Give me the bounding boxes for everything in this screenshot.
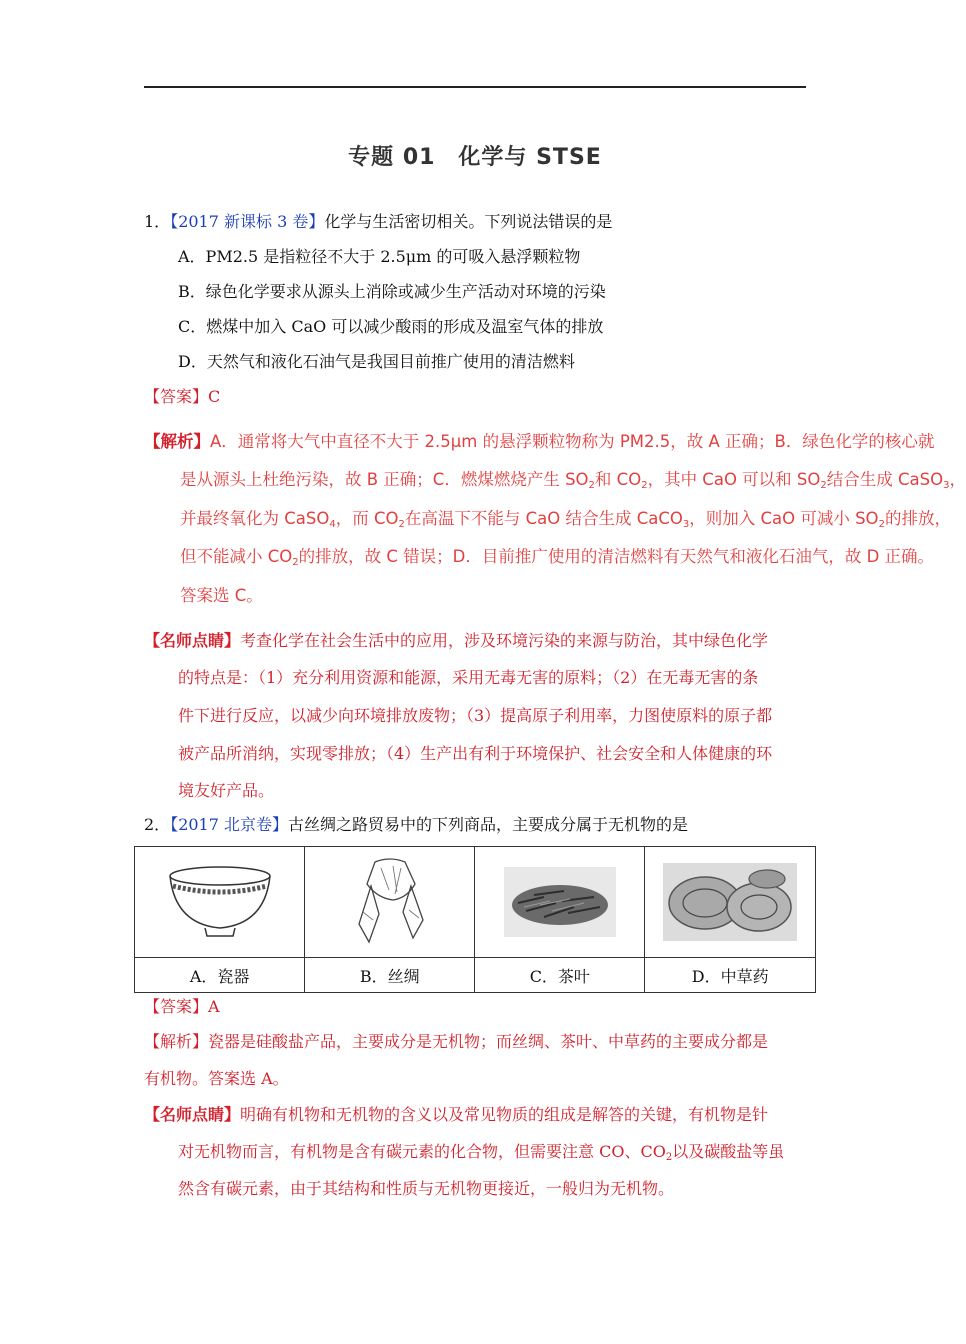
answer-value: A <box>208 997 220 1016</box>
tip-label: 【名师点睛】 <box>144 631 241 650</box>
answer-label: 【答案】 <box>144 387 209 406</box>
analysis-line-4 <box>180 545 934 569</box>
tip-text: 明确有机物和无机物的含义以及常见物质的组成是解答的关键，有机物是针 <box>240 1105 769 1124</box>
answer-line-2 <box>144 996 220 1018</box>
subscript: 2 <box>588 480 595 491</box>
subscript: 2 <box>398 519 405 530</box>
choice-a: A．瓷器 <box>135 958 305 993</box>
option-b: B．绿色化学要求从源头上消除或减少生产活动对环境的污染 <box>178 282 606 301</box>
tip-line-4: 被产品所消纳，实现零排放；（4）生产出有利于环境保护、社会安全和人体健康的环 <box>178 744 773 763</box>
analysis-text: ，而 CO <box>335 509 399 528</box>
analysis-text: 的排放，故 C 错误；D．目前推广使用的清洁燃料有天然气和液化石油气，故 D 正确。 <box>298 547 935 566</box>
subscript: 2 <box>820 480 827 491</box>
analysis-text: 在高温下不能与 CaO 结合生成 CaCO <box>404 509 683 528</box>
analysis-text: 结合生成 CaSO <box>826 470 944 489</box>
tip-text: 考查化学在社会生活中的应用，涉及环境污染的来源与防治，其中绿色化学 <box>240 631 769 650</box>
analysis-label: 【解析】 <box>144 432 210 451</box>
question-number: 2． <box>144 815 171 834</box>
subscript: 3 <box>682 519 690 530</box>
porcelain-bowl-icon <box>165 862 275 942</box>
q2-tip-line-3: 然含有碳元素，由于其结构和性质与无机物更接近，一般归为无机物。 <box>178 1179 675 1198</box>
analysis-text: ，则加入 CaO 可减小 SO <box>689 509 879 528</box>
analysis-label: 【解析】 <box>144 1032 209 1051</box>
tip-line-2: 的特点是：（1）充分利用资源和能源，采用无毒无害的原料；（2）在无毒无害的条 <box>178 668 759 687</box>
analysis-text: 的排放， <box>884 509 951 528</box>
tip-line-1 <box>144 630 768 652</box>
analysis-line-3 <box>180 507 951 531</box>
subscript: 2 <box>292 557 299 568</box>
analysis-text: 但不能减小 CO <box>180 547 293 566</box>
question-source: 【2017 北京卷】 <box>170 815 288 834</box>
choice-c: C．茶叶 <box>475 958 645 993</box>
analysis-text: 和 CO <box>594 470 642 489</box>
q2-tip-line-1 <box>144 1104 768 1126</box>
analysis-line-5: 答案选 C。 <box>180 586 263 605</box>
analysis-text: 并最终氧化为 CaSO <box>180 509 330 528</box>
analysis-text: ， <box>949 470 966 489</box>
question-text: 古丝绸之路贸易中的下列商品，主要成分属于无机物的是 <box>288 815 689 834</box>
tip-label: 【名师点睛】 <box>144 1105 241 1124</box>
option-d: D．天然气和液化石油气是我国目前推广使用的清洁燃料 <box>178 352 575 371</box>
subscript: 4 <box>329 519 336 530</box>
tea-leaves-icon <box>504 867 616 937</box>
choices-table <box>134 846 816 993</box>
subscript: 2 <box>641 480 648 491</box>
silk-scarf-icon <box>345 854 435 950</box>
silk-cell <box>305 847 475 958</box>
analysis-text: A．通常将大气中直径不大于 2.5μm 的悬浮颗粒物称为 PM2.5，故 A 正确；B．绿色化学的核心就 <box>210 432 935 451</box>
analysis-line-2 <box>180 468 966 492</box>
q2-analysis-line-2: 有机物。答案选 A。 <box>144 1069 289 1088</box>
question-2-stem <box>144 814 688 836</box>
page-title: 专题 01 化学与 STSE <box>348 145 602 170</box>
tea-cell <box>475 847 645 958</box>
choice-d: D．中草药 <box>645 958 816 993</box>
question-text: 化学与生活密切相关。下列说法错误的是 <box>324 212 613 231</box>
question-source: 【2017 新课标 3 卷】 <box>170 212 325 231</box>
tip-line-3: 件下进行反应，以减少向环境排放废物；（3）提高原子利用率，力图使原料的原子都 <box>178 706 773 725</box>
analysis-text: 瓷器是硅酸盐产品，主要成分是无机物；而丝绸、茶叶、中草药的主要成分都是 <box>208 1032 769 1051</box>
answer-value: C <box>208 387 221 406</box>
tip-text: 对无机物而言，有机物是含有碳元素的化合物，但需要注意 CO、CO <box>178 1142 666 1161</box>
tip-text: 以及碳酸盐等虽 <box>672 1142 785 1161</box>
porcelain-cell <box>135 847 305 958</box>
option-a: A．PM2.5 是指粒径不大于 2.5μm 的可吸入悬浮颗粒物 <box>178 247 581 266</box>
herb-cell <box>645 847 816 958</box>
tip-line-5: 境友好产品。 <box>178 781 275 800</box>
answer-label: 【答案】 <box>144 997 209 1016</box>
analysis-text: 是从源头上杜绝污染，故 B 正确；C．燃煤燃烧产生 SO <box>180 470 589 489</box>
herbal-medicine-icon <box>663 863 797 941</box>
subscript: 2 <box>665 1152 673 1163</box>
subscript: 2 <box>878 519 885 530</box>
subscript: 3 <box>943 480 950 491</box>
q2-analysis-line-1 <box>144 1031 768 1053</box>
q2-tip-line-2 <box>178 1141 784 1163</box>
analysis-line-1 <box>144 430 934 454</box>
option-c: C．燃煤中加入 CaO 可以减少酸雨的形成及温室气体的排放 <box>178 317 604 336</box>
analysis-text: ，其中 CaO 可以和 SO <box>647 470 821 489</box>
choice-b: B．丝绸 <box>305 958 475 993</box>
header-rule <box>144 86 806 88</box>
question-1-stem <box>144 211 612 233</box>
answer-line <box>144 386 220 408</box>
question-number: 1． <box>144 212 171 231</box>
